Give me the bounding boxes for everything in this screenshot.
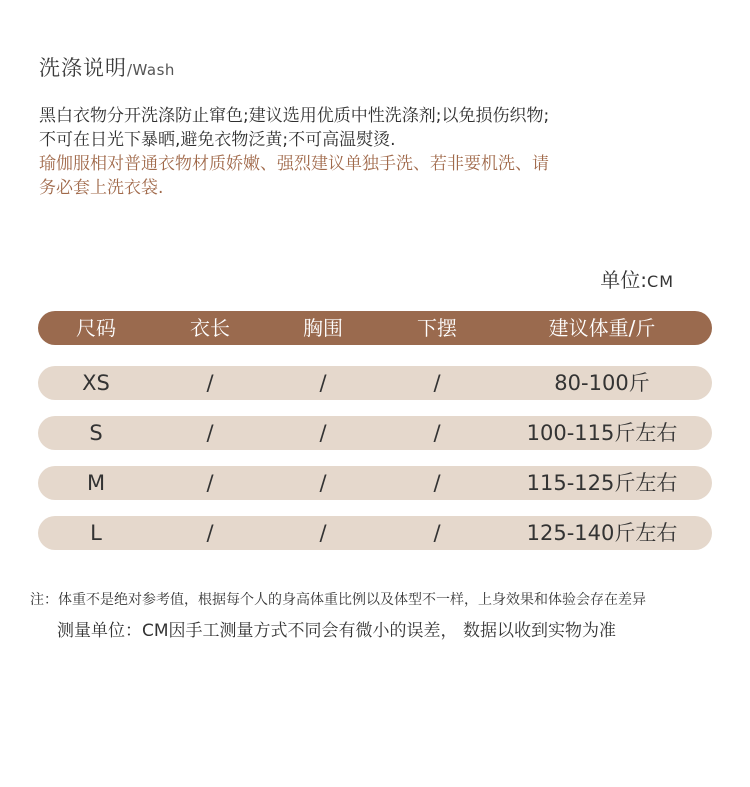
cell-length: /: [206, 471, 214, 495]
header-hem: 下摆: [417, 316, 457, 340]
cell-weight: 115-125斤左右: [526, 471, 678, 495]
wash-title-cn: 洗涤说明: [39, 56, 127, 80]
cell-size: XS: [82, 371, 110, 395]
cell-chest: /: [319, 471, 327, 495]
cell-chest: /: [319, 371, 327, 395]
table-row: [38, 366, 712, 400]
cell-chest: /: [319, 421, 327, 445]
care-line-2: 不可在日光下暴晒,避免衣物泛黄;不可高温熨烫.: [39, 130, 396, 150]
header-chest: 胸围: [303, 316, 343, 340]
cell-weight: 125-140斤左右: [526, 521, 678, 545]
cell-size: L: [90, 521, 102, 545]
cell-hem: /: [433, 471, 441, 495]
wash-title-en: /Wash: [127, 61, 175, 79]
table-row: [38, 416, 712, 450]
wash-section-title: [39, 52, 175, 82]
cell-hem: /: [433, 421, 441, 445]
cell-length: /: [206, 421, 214, 445]
cell-hem: /: [433, 371, 441, 395]
unit-value: CM: [647, 272, 674, 291]
care-warning-line-1: 瑜伽服相对普通衣物材质娇嫩、强烈建议单独手洗、若非要机洗、请: [39, 154, 549, 174]
cell-size: M: [86, 471, 106, 495]
weight-disclaimer-note: 注：体重不是绝对参考值，根据每个人的身高体重比例以及体型不一样，上身效果和体验会存在差异: [30, 592, 646, 608]
cell-chest: /: [319, 521, 327, 545]
measurement-note: 测量单位：CM因手工测量方式不同会有微小的误差， 数据以收到实物为准: [57, 621, 616, 641]
table-row: [38, 516, 712, 550]
care-line-1: 黑白衣物分开洗涤防止窜色;建议选用优质中性洗涤剂;以免损伤织物;: [39, 106, 550, 126]
cell-size: S: [89, 421, 103, 445]
unit-label: [600, 264, 674, 293]
cell-length: /: [206, 371, 214, 395]
cell-hem: /: [433, 521, 441, 545]
size-table-header: [38, 311, 712, 345]
care-instructions: [39, 104, 679, 200]
table-row: [38, 466, 712, 500]
cell-length: /: [206, 521, 214, 545]
header-weight: 建议体重/斤: [548, 316, 656, 340]
care-warning-line-2: 务必套上洗衣袋.: [39, 178, 164, 198]
cell-weight: 80-100斤: [554, 371, 650, 395]
header-length: 衣长: [190, 316, 230, 340]
unit-label-text: 单位:: [600, 268, 648, 292]
cell-weight: 100-115斤左右: [526, 421, 678, 445]
header-size: 尺码: [76, 316, 116, 340]
